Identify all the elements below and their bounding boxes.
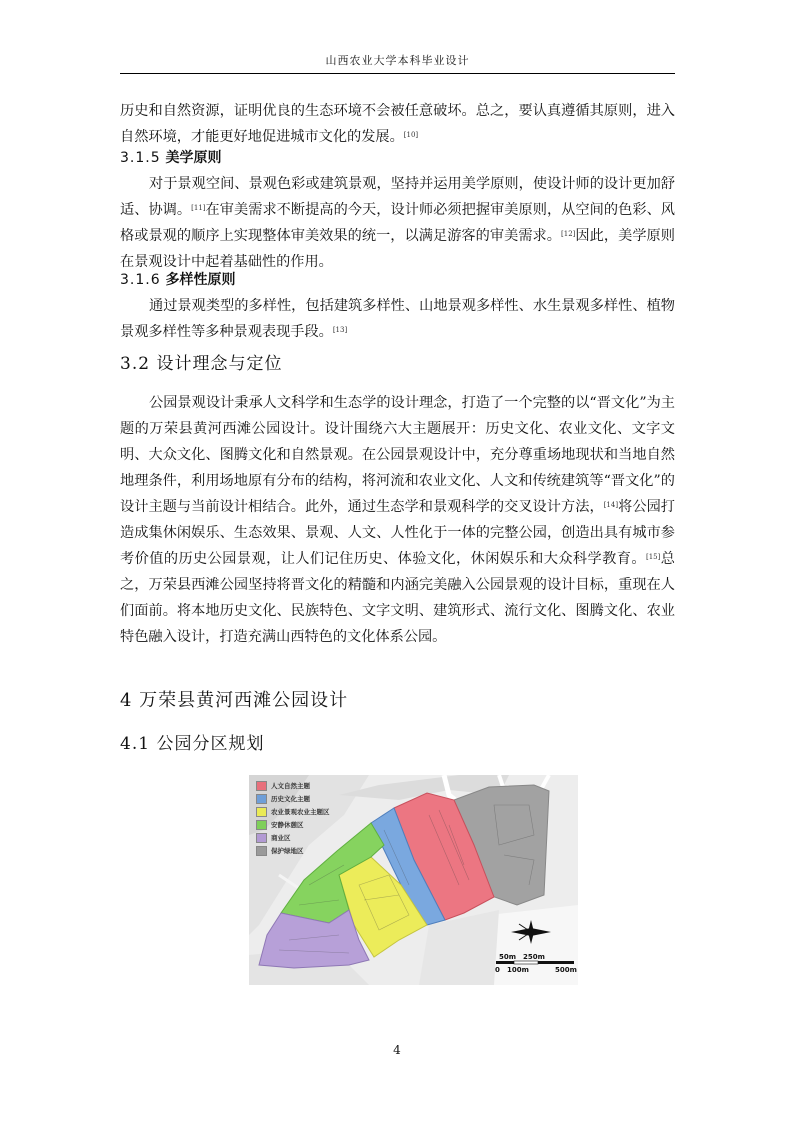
paragraph-design-concept bbox=[120, 390, 675, 650]
legend-label: 农业景观农业主题区 bbox=[271, 808, 330, 816]
legend-label: 商业区 bbox=[271, 834, 291, 842]
legend-item bbox=[256, 780, 310, 791]
header-rule bbox=[120, 73, 675, 74]
citation-ref: [15] bbox=[646, 553, 661, 561]
legend-item bbox=[256, 832, 291, 843]
paragraph-intro bbox=[120, 98, 675, 150]
legend-swatch bbox=[256, 781, 267, 791]
paragraph-text: 总之，万荣县西滩公园坚持将晋文化的精髓和内涵完美融入公园景观的设计目标，重现在人们面前。将本地历史文化、民族特色、文字文明、建筑形式、流行文化、图腾文化、农业特色融入设计，打造充满山西特色的文化体系公园。 bbox=[120, 551, 675, 645]
page-number: 4 bbox=[393, 1043, 401, 1057]
legend-item bbox=[256, 819, 304, 830]
section-heading-4: 4 万荣县黄河西滩公园设计 bbox=[120, 690, 349, 711]
legend-swatch bbox=[256, 846, 267, 856]
scale-label: 250m bbox=[523, 953, 545, 961]
section-heading-4-1: 4.1 公园分区规划 bbox=[120, 734, 265, 754]
paragraph-text: 因此，美学原则在景观设计中起着基础性的作用。 bbox=[120, 228, 675, 270]
paragraph-diversity bbox=[120, 293, 675, 345]
scale-label: 100m bbox=[507, 966, 529, 974]
section-heading-3-1-6 bbox=[120, 270, 236, 290]
paragraph-text: 将公园打造成集休闲娱乐、生态效果、景观、人文、人性化于一体的完整公园，创造出具有城市参考价值的历史公园景观，让人们记住历史、体验文化，休闲娱乐和大众科学教育。 bbox=[120, 499, 675, 567]
legend-item bbox=[256, 793, 310, 804]
legend-label: 保护绿地区 bbox=[271, 847, 304, 855]
citation-ref: [13] bbox=[332, 326, 348, 334]
legend-item bbox=[256, 845, 304, 856]
section-number: 3.1.6 bbox=[120, 272, 161, 288]
section-number: 3.1.5 bbox=[120, 150, 161, 166]
section-title: 多样性原则 bbox=[165, 272, 236, 288]
section-title: 美学原则 bbox=[165, 150, 222, 166]
paragraph-aesthetic bbox=[120, 171, 675, 275]
paragraph-text: 在审美需求不断提高的今天，设计师必须把握审美原则，从空间的色彩、风格或景观的顺序上实现整体审美效果的统一，以满足游客的审美需求。 bbox=[120, 202, 675, 244]
legend-swatch bbox=[256, 833, 267, 843]
citation-ref: [12] bbox=[561, 230, 576, 238]
scale-label: 500m bbox=[555, 966, 577, 974]
scale-label: 0 bbox=[495, 966, 500, 974]
paragraph-text: 公园景观设计秉承人文科学和生态学的设计理念，打造了一个完整的以“晋文化”为主题的万荣县黄河西滩公园设计。设计围绕六大主题展开：历史文化、农业文化、文字文明、大众文化、图腾文化和自然景观。在公园景观设计中，充分尊重场地现状和当地自然地理条件，利用场地原有分布的结构，将河流和农业文化、人文和传统建筑等“晋文化”的设计主题与当前设计相结合。此外，通过生态学和景观科学的交叉设计方法， bbox=[120, 395, 675, 515]
legend-label: 历史文化主题 bbox=[271, 795, 310, 803]
legend-swatch bbox=[256, 807, 267, 817]
scale-label: 50m bbox=[499, 953, 517, 961]
legend-swatch bbox=[256, 820, 267, 830]
citation-ref: [14] bbox=[603, 501, 619, 509]
scale-bar bbox=[496, 961, 574, 964]
paragraph-text: 历史和自然资源，证明优良的生态环境不会被任意破坏。总之，要认真遵循其原则，进入自然环境，才能更好地促进城市文化的发展。 bbox=[120, 103, 675, 145]
legend-label: 人文自然主题 bbox=[271, 782, 310, 790]
page-header: 山西农业大学本科毕业设计 bbox=[325, 54, 470, 67]
paragraph-text: 通过景观类型的多样性，包括建筑多样性、山地景观多样性、水生景观多样性、植物景观多样性等多种景观表现手段。 bbox=[120, 298, 675, 340]
paragraph-text: 对于景观空间、景观色彩或建筑景观，坚持并运用美学原则，使设计师的设计更加舒适、协调。 bbox=[120, 176, 675, 218]
park-zoning-figure bbox=[249, 775, 578, 985]
legend-item bbox=[256, 806, 330, 817]
citation-ref: [10] bbox=[403, 131, 419, 139]
section-heading-3-1-5 bbox=[120, 148, 222, 168]
legend-label: 安静休憩区 bbox=[271, 821, 304, 829]
legend-swatch bbox=[256, 794, 267, 804]
citation-ref: [11] bbox=[191, 204, 206, 212]
section-heading-3-2: 3.2 设计理念与定位 bbox=[120, 354, 283, 374]
